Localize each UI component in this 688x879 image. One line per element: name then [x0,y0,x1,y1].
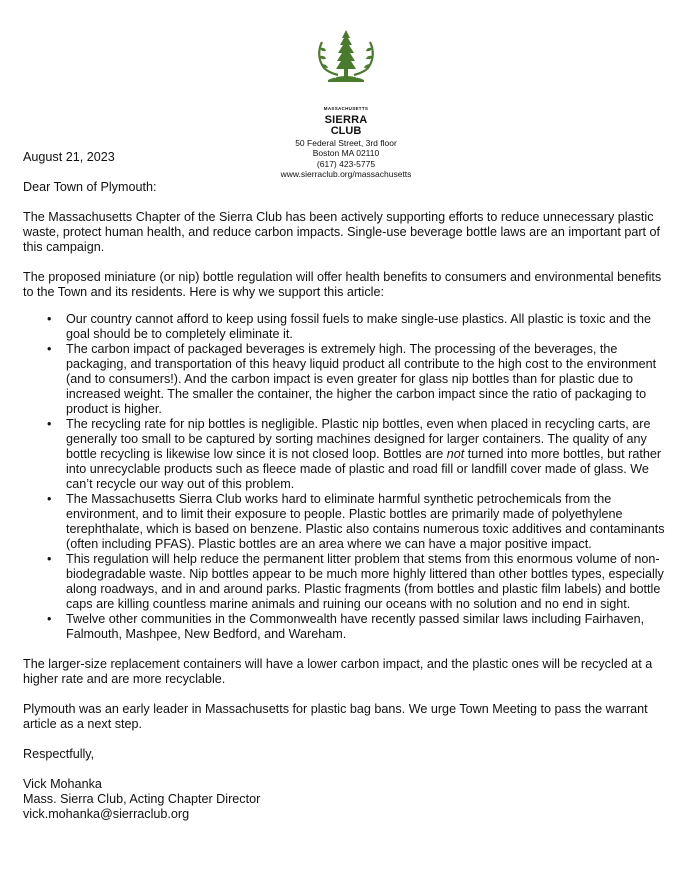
org-name-line1: SIERRA [324,113,368,126]
list-item [23,612,673,642]
lead-paragraph: The proposed miniature (or nip) bottle regulation will offer health benefits to consumers and environmental benefits to the Town and its residents. Here is why we support this article: [23,270,662,299]
closing: Respectfully, [23,747,95,761]
website: www.sierraclub.org/massachusetts [280,169,412,179]
list-item-text: Our country cannot afford to keep using fossil fuels to make single-use plastics. All plastic is toxic and the goal should be to completely eliminate it. [66,312,651,341]
tree-logo-icon [316,28,376,106]
bullet-icon: • [47,342,52,356]
org-state-label: MASSACHUSETTS [323,106,369,111]
plymouth-paragraph: Plymouth was an early leader in Massachusetts for plastic bag bans. We urge Town Meeting to pass the warrant article as a next step. [23,702,648,731]
replacement-paragraph: The larger-size replacement containers will have a lower carbon impact, and the plastic ones will be recycled at a higher rate and are more recyclable. [23,657,653,686]
signature-block [23,777,673,822]
list-item-text: This regulation will help reduce the permanent litter problem that stems from this enormous volume of non-biodegradable waste. Nip bottles appear to be much more highly littered than other bottles types, especially along roadways, and in and around parks. Plastic fragments (from bottles and plastic film labels) and bottle caps are killing countless marine animals and ruining our oceans with no solution and no end in sight. [66,552,664,611]
phone: (617) 423-5775 [316,158,376,169]
reasons-list [23,312,673,642]
letter-body [23,150,673,822]
list-item-text: Twelve other communities in the Commonwealth have recently passed similar laws including Fairhaven, Falmouth, Mashpee, New Bedford, and Wareham. [66,612,645,641]
list-item [23,312,673,342]
list-item [23,417,673,492]
address-line2: Boston MA 02110 [312,148,380,158]
emphasis-text: not [446,447,465,461]
address-line1: 50 Federal Street, 3rd floor [295,137,397,148]
bullet-icon: • [47,417,52,431]
signer-name: Vick Mohanka [23,777,102,791]
bullet-icon: • [47,612,52,626]
sierra-club-logo [316,28,376,106]
list-item-text-part: The recycling rate for nip bottles is negligible. Plastic nip bottles, even when placed in recycling carts, are generally too small to be captured by sorting machines designed for larger containers. The quality of any bottle recycling is likewise low since it is not closed loop. Bottles are [66,417,651,461]
list-item [23,492,673,552]
list-item-text-part: turned into more bottles, but rather into unrecyclable products such as fleece made of plastic and road fill or landfill cover made of glass. We can’t recycle our way out of this problem. [66,447,662,491]
list-item-text: The Massachusetts Sierra Club works hard to eliminate harmful synthetic petrochemicals from the environment, and to limit their exposure to people. Plastic bottles are primarily made of polyethylene terephthalate, which is based on benzene. Plastic also contains numerous toxic additives and contaminants (often including PFAS). Plastic bottles are an area where we can have a major positive impact. [66,492,665,551]
list-item-text [66,417,661,491]
intro-paragraph: The Massachusetts Chapter of the Sierra Club has been actively supporting efforts to reduce unnecessary plastic waste, protect human health, and reduce carbon impacts. Single-use beverage bottle laws are an important part of this campaign. [23,210,661,254]
org-name-line2: CLUB [330,124,362,137]
list-item [23,342,673,417]
bullet-icon: • [47,552,52,566]
letter-date: August 21, 2023 [23,150,115,164]
bullet-icon: • [47,492,52,506]
salutation: Dear Town of Plymouth: [23,180,157,194]
bullet-icon: • [47,312,52,326]
list-item-text: The carbon impact of packaged beverages is extremely high. The processing of the beverages, the packaging, and transportation of this heavy liquid product all contribute to the high cost to the environment (and to consumers!). And the carbon impact is even greater for glass nip bottles than for plastic due to increased weight. The smaller the container, the higher the carbon impact since the ratio of packaging to product is higher. [66,342,657,416]
list-item [23,552,673,612]
signer-title: Mass. Sierra Club, Acting Chapter Director [23,792,261,806]
signer-email[interactable]: vick.mohanka@sierraclub.org [23,807,190,821]
